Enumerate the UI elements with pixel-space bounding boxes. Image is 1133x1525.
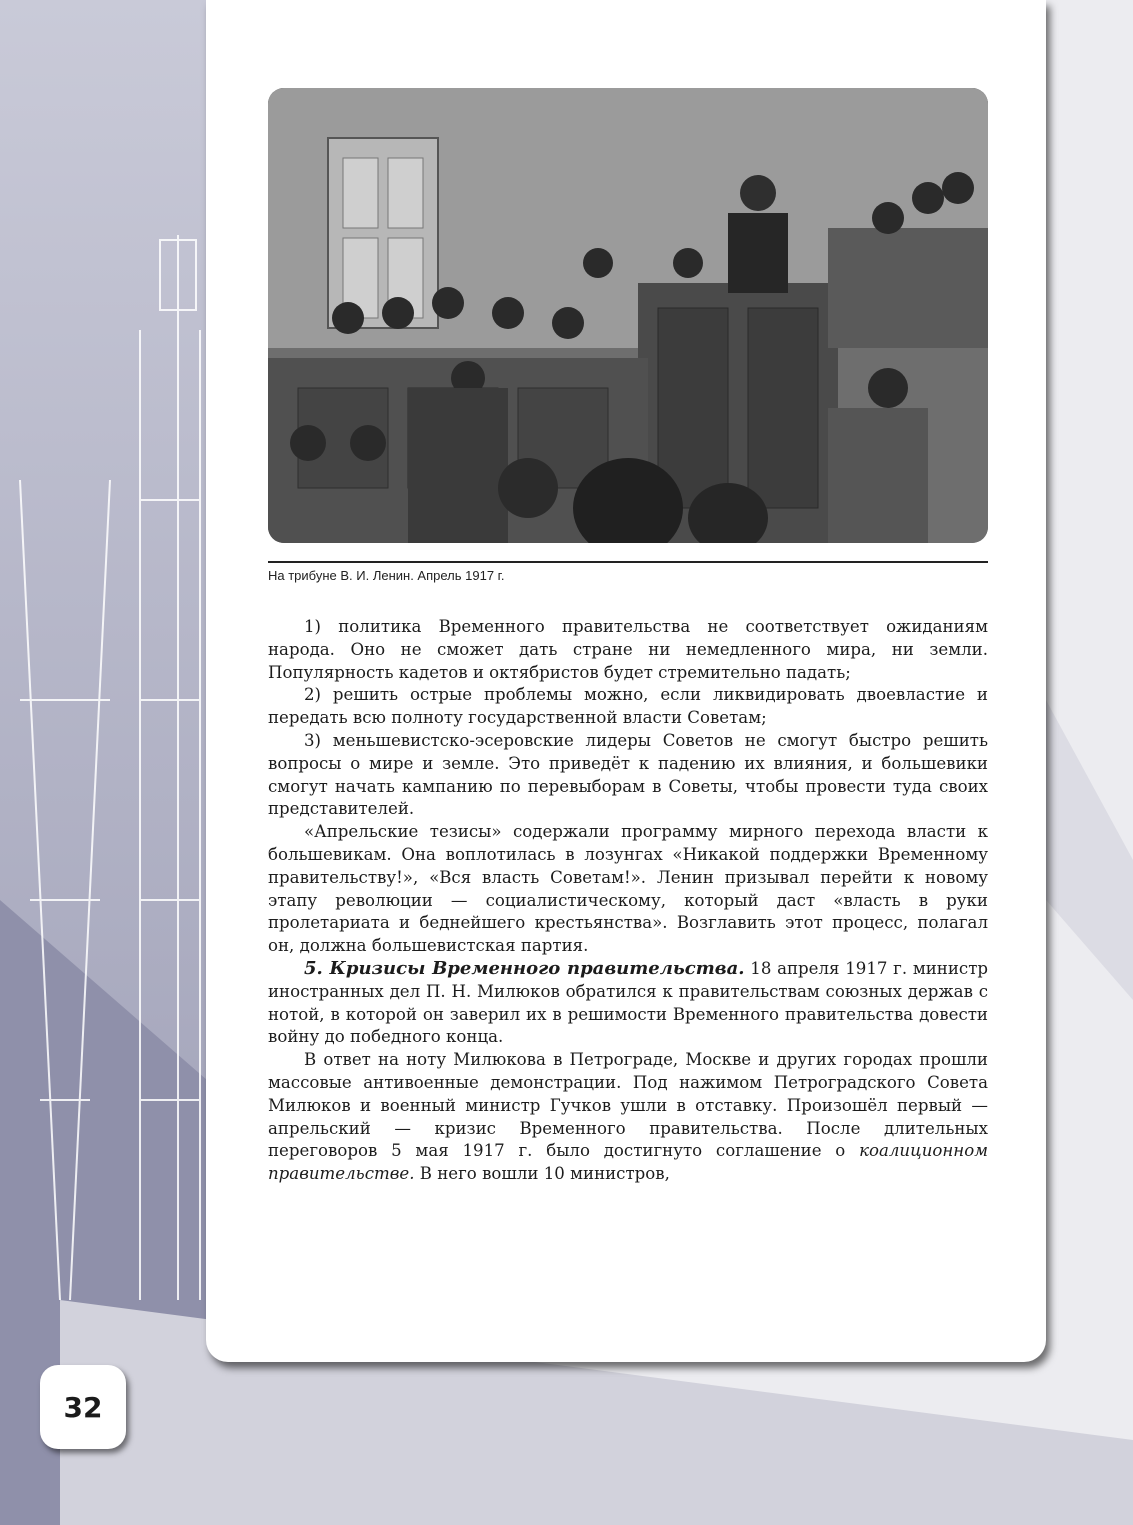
term-coalition-government: коалиционном правительстве. [268, 1141, 988, 1184]
thesis-2: 2) решить острые проблемы можно, если ликвидировать двоевластие и передать всю полноту государственной власти Советам; [268, 685, 988, 728]
paragraph-april-crisis-end: В него вошли 10 министров, [419, 1164, 670, 1184]
thesis-3: 3) меньшевистско-эсеровские лидеры Советов не смогут быстро решить вопросы о мире и земле. Это приведёт к падению их влияния, и большевики смогут начать кампанию по перевыборам в Советы, чтобы провести туда своих представителей. [268, 730, 988, 819]
section-title: 5. Кризисы Временного правительства. [304, 957, 745, 979]
page-number: 32 [63, 1390, 103, 1424]
page-number-badge [40, 1365, 126, 1449]
body-text [268, 616, 988, 1186]
caption-rule [268, 561, 988, 563]
paragraph-milyukov-note: 18 апреля 1917 г. министр иностранных дел П. Н. Милюков обратился к правительствам союзных держав с нотой, в которой он заверил их в решимости Временного правительства довести войну до победного конца. [268, 958, 989, 1047]
paragraph-section-5 [268, 958, 988, 1049]
lenin-photo [268, 88, 988, 543]
paragraph-april-theses: «Апрельские тезисы» содержали программу мирного перехода власти к большевикам. Она воплотилась в лозунгах «Никакой поддержки Временному правительству!», «Вся власть Советам!». Ленин призывал перейти к новому этапу революции — социалистическому, который даст «власть в руки пролетариата и беднейшего крестьянства». Возглавить этот процесс, полагал он, должна большевистская партия. [268, 822, 988, 956]
thesis-1: 1) политика Временного правительства не соответствует ожиданиям народа. Оно не сможет дать стране ни немедленного мира, ни земли. Популярность кадетов и октябристов будет стремительно падать; [268, 617, 988, 682]
photo-caption: На трибуне В. И. Ленин. Апрель 1917 г. [268, 568, 505, 583]
paragraph-april-crisis-start: В ответ на ноту Милюкова в Петрограде, Москве и других городах прошли массовые антивоенные демонстрации. Под нажимом Петроградского Совета Милюков и военный министр Гучков ушли в отставку. Произошёл первый — апрельский — кризис Временного правительства. После длительных переговоров 5 мая 1917 г. было достигнуто соглашение о [268, 1050, 988, 1161]
paragraph-april-crisis [268, 1049, 988, 1186]
